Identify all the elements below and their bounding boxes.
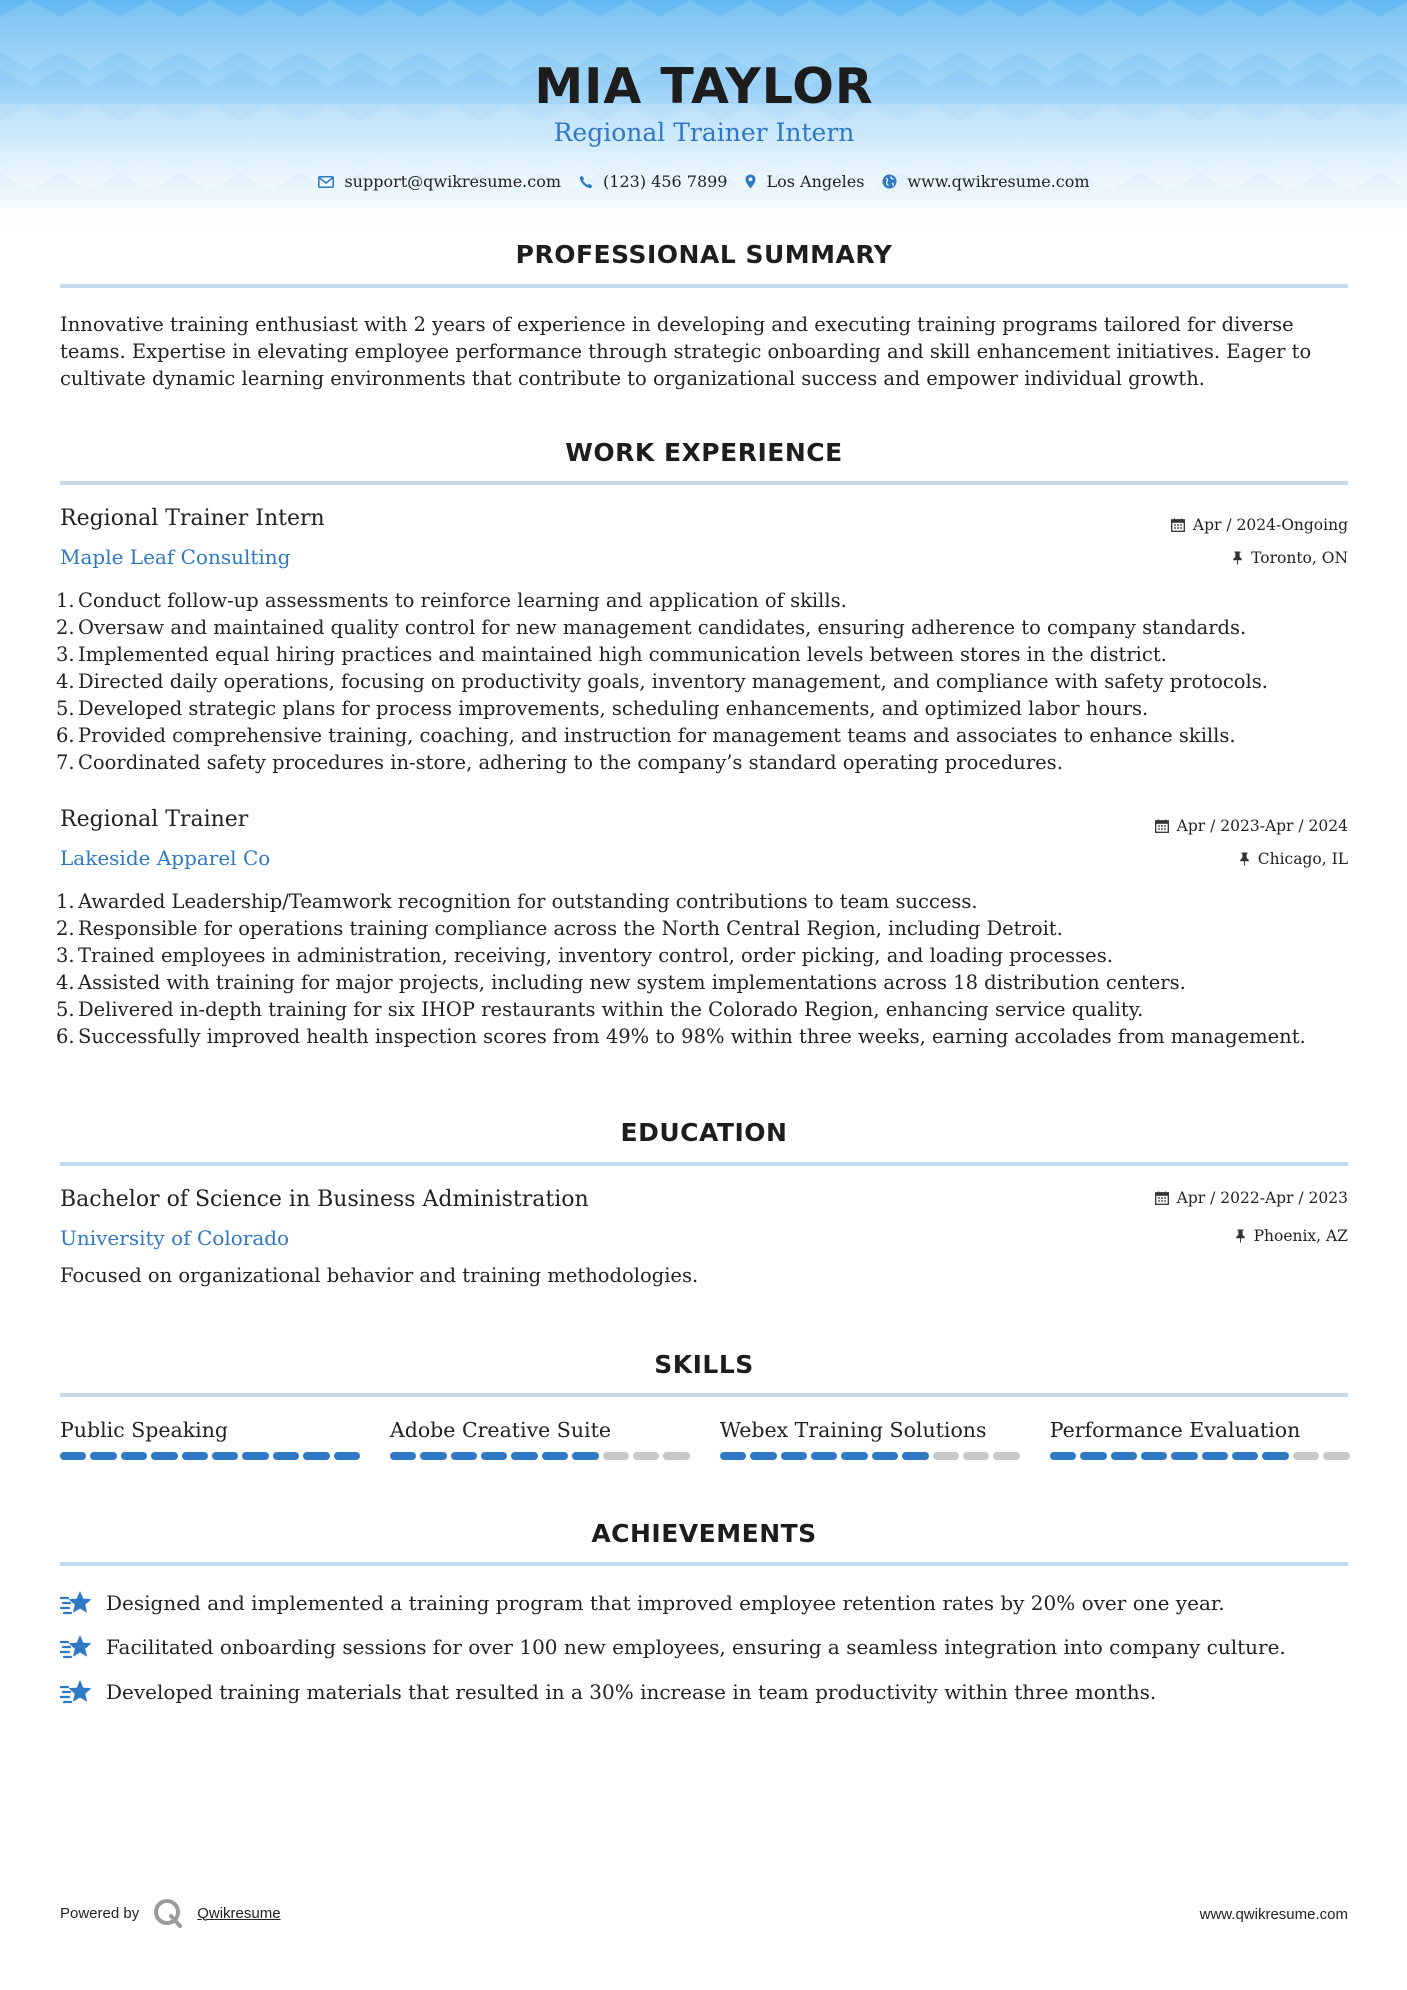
summary-text	[60, 311, 1348, 392]
location-text: Los Angeles	[766, 172, 865, 191]
skill-segment	[720, 1452, 746, 1460]
achievement-text: Designed and implemented a training program that improved employee retention rates by 20% over one year.	[106, 1591, 1225, 1615]
skill-segment	[182, 1452, 208, 1460]
skill-segment	[872, 1452, 898, 1460]
achievement-text: Facilitated onboarding sessions for over 100 new employees, ensuring a seamless integration into company culture.	[106, 1635, 1286, 1659]
list-item: 2. Oversaw and maintained quality control for new management candidates, ensuring adherence to company standards.	[56, 616, 1247, 639]
job-dates	[1171, 516, 1348, 534]
qwikresume-logo-icon	[153, 1898, 183, 1928]
contact-website[interactable]	[882, 172, 1089, 191]
skills-grid	[60, 1418, 1348, 1460]
school-name: University of Colorado	[60, 1226, 290, 1250]
job-dates	[1155, 817, 1348, 835]
skill-level-bar	[720, 1452, 1020, 1460]
skill-segment	[273, 1452, 299, 1460]
skill-segment	[151, 1452, 177, 1460]
experience-divider	[60, 481, 1348, 485]
skill-segment	[1080, 1452, 1106, 1460]
skill-segment	[1111, 1452, 1137, 1460]
skill-segment	[603, 1452, 629, 1460]
achievements-divider	[60, 1562, 1348, 1566]
contact-email[interactable]	[318, 172, 561, 191]
skill-segment	[481, 1452, 507, 1460]
skill-segment	[1171, 1452, 1197, 1460]
pushpin-icon	[1235, 1229, 1246, 1243]
skill-segment	[1262, 1452, 1288, 1460]
pushpin-icon	[1239, 852, 1250, 866]
summary-line: Innovative training enthusiast with 2 years of experience in developing and executing training programs tailored for diverse	[60, 313, 1294, 336]
skills-divider	[60, 1393, 1348, 1397]
list-item: 1. Conduct follow-up assessments to reinforce learning and application of skills.	[56, 589, 847, 612]
education-description: Focused on organizational behavior and training methodologies.	[60, 1264, 699, 1287]
list-item: 1. Awarded Leadership/Teamwork recognition for outstanding contributions to team success.	[56, 890, 978, 913]
contact-location	[745, 172, 864, 191]
skill-segment	[572, 1452, 598, 1460]
list-item: 6. Provided comprehensive training, coaching, and instruction for management teams and associates to enhance skills.	[56, 724, 1236, 747]
skill-segment	[1050, 1452, 1076, 1460]
skill-segment	[663, 1452, 689, 1460]
skill-segment	[542, 1452, 568, 1460]
skill-segment	[781, 1452, 807, 1460]
globe-icon	[882, 174, 897, 189]
footer-powered-by	[60, 1898, 281, 1928]
skill-segment	[242, 1452, 268, 1460]
skill-segment	[1202, 1452, 1228, 1460]
list-item: 5. Delivered in-depth training for six IHOP restaurants within the Colorado Region, enhancing service quality.	[56, 998, 1144, 1021]
job-location	[1232, 549, 1348, 567]
summary-divider	[60, 284, 1348, 288]
candidate-title: Regional Trainer Intern	[553, 118, 855, 147]
achievement-text: Developed training materials that resulted in a 30% increase in team productivity within three months.	[106, 1680, 1157, 1704]
skill-segment	[811, 1452, 837, 1460]
website-text: www.qwikresume.com	[907, 172, 1090, 191]
skill-item	[60, 1418, 360, 1460]
achievement-item	[60, 1588, 1348, 1618]
skill-segment	[1232, 1452, 1258, 1460]
list-item: 3. Implemented equal hiring practices and maintained high communication levels between stores in the district.	[56, 643, 1167, 666]
skill-segment	[841, 1452, 867, 1460]
education-dates	[1155, 1189, 1348, 1207]
degree-title: Bachelor of Science in Business Administration	[60, 1187, 589, 1212]
job-company: Maple Leaf Consulting	[60, 545, 291, 569]
email-text: support@qwikresume.com	[344, 172, 562, 191]
job-date-text: Apr / 2024-Ongoing	[1192, 516, 1348, 534]
skill-level-bar	[60, 1452, 360, 1460]
skill-segment	[902, 1452, 928, 1460]
job-bullet-list	[56, 888, 1356, 1050]
calendar-icon	[1171, 518, 1185, 532]
skill-segment	[90, 1452, 116, 1460]
skill-name: Public Speaking	[60, 1418, 229, 1442]
skill-item	[720, 1418, 1020, 1460]
skill-segment	[420, 1452, 446, 1460]
list-item: 2. Responsible for operations training compliance across the North Central Region, including Detroit.	[56, 917, 1063, 940]
calendar-icon	[1155, 819, 1169, 833]
skill-segment	[511, 1452, 537, 1460]
education-divider	[60, 1162, 1348, 1166]
summary-line: teams. Expertise in elevating employee performance through strategic onboarding and skill enhancement initiatives. Eager to	[60, 340, 1312, 363]
skill-segment	[1323, 1452, 1349, 1460]
list-item: 5. Developed strategic plans for process improvements, scheduling enhancements, and optimized labor hours.	[56, 697, 1149, 720]
list-item: 6. Successfully improved health inspection scores from 49% to 98% within three weeks, earning accolades from management.	[56, 1025, 1306, 1048]
skill-segment	[334, 1452, 360, 1460]
contact-phone[interactable]	[579, 172, 727, 191]
job-title: Regional Trainer Intern	[60, 506, 325, 531]
skill-segment	[212, 1452, 238, 1460]
job-bullet-list	[56, 587, 1356, 776]
skill-level-bar	[1050, 1452, 1350, 1460]
list-item: 4. Assisted with training for major projects, including new system implementations across 18 distribution centers.	[56, 971, 1186, 994]
skill-segment	[963, 1452, 989, 1460]
skill-segment	[60, 1452, 86, 1460]
pushpin-icon	[1232, 551, 1243, 565]
envelope-icon	[318, 176, 334, 188]
job-date-text: Apr / 2023-Apr / 2024	[1176, 817, 1348, 835]
skill-segment	[1293, 1452, 1319, 1460]
contact-bar	[60, 172, 1348, 191]
skills-heading: SKILLS	[654, 1350, 754, 1379]
skill-item	[390, 1418, 690, 1460]
footer-website-link[interactable]: www.qwikresume.com	[1199, 1906, 1348, 1923]
job-title: Regional Trainer	[60, 807, 249, 832]
job-company: Lakeside Apparel Co	[60, 846, 271, 870]
phone-text: (123) 456 7899	[603, 172, 728, 191]
summary-line: cultivate dynamic learning environments that contribute to organizational success and empower individual growth.	[60, 367, 1205, 390]
skill-name: Webex Training Solutions	[719, 1418, 987, 1442]
achievements-heading: ACHIEVEMENTS	[591, 1519, 817, 1548]
achievement-item	[60, 1677, 1348, 1707]
experience-heading: WORK EXPERIENCE	[565, 438, 843, 467]
list-item: 3. Trained employees in administration, receiving, inventory control, order picking, and loading processes.	[56, 944, 1113, 967]
summary-heading: PROFESSIONAL SUMMARY	[515, 240, 893, 269]
skill-segment	[633, 1452, 659, 1460]
education-date-text: Apr / 2022-Apr / 2023	[1176, 1189, 1348, 1207]
job-location	[1239, 850, 1348, 868]
education-heading: EDUCATION	[620, 1118, 788, 1147]
achievement-item	[60, 1632, 1348, 1662]
skill-segment	[303, 1452, 329, 1460]
job-location-text: Toronto, ON	[1251, 549, 1348, 567]
powered-by-label: Powered by	[60, 1904, 140, 1922]
skill-segment	[933, 1452, 959, 1460]
list-item: 4. Directed daily operations, focusing on productivity goals, inventory management, and compliance with safety protocols.	[56, 670, 1268, 693]
skill-segment	[451, 1452, 477, 1460]
star-icon	[60, 1632, 94, 1662]
skill-segment	[750, 1452, 776, 1460]
star-icon	[60, 1588, 94, 1618]
list-item: 7. Coordinated safety procedures in-store, adhering to the company’s standard operating procedures.	[56, 751, 1063, 774]
skill-segment	[390, 1452, 416, 1460]
star-icon	[60, 1677, 94, 1707]
job-location-text: Chicago, IL	[1257, 850, 1348, 868]
calendar-icon	[1155, 1191, 1169, 1205]
skill-level-bar	[390, 1452, 690, 1460]
skill-segment	[1141, 1452, 1167, 1460]
skill-item	[1050, 1418, 1350, 1460]
skill-name: Performance Evaluation	[1049, 1418, 1301, 1442]
candidate-name: MIA TAYLOR	[534, 58, 874, 115]
skill-segment	[121, 1452, 147, 1460]
skill-segment	[993, 1452, 1019, 1460]
map-pin-icon	[745, 174, 756, 189]
education-location	[1235, 1227, 1348, 1245]
brand-link[interactable]: Qwikresume	[197, 1904, 281, 1922]
phone-icon	[579, 175, 593, 189]
skill-name: Adobe Creative Suite	[389, 1418, 611, 1442]
education-location-text: Phoenix, AZ	[1253, 1227, 1348, 1245]
